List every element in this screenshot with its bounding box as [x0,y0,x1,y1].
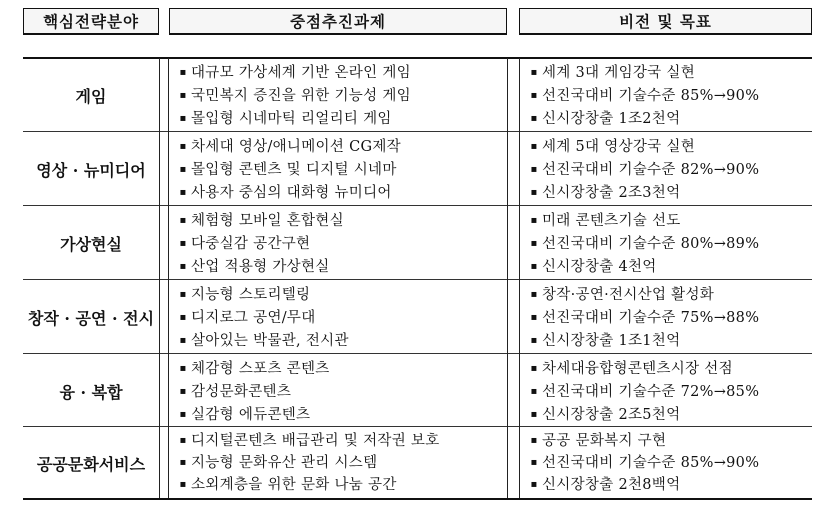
bullet-icon: ▪ [179,186,187,198]
bullet-icon: ▪ [179,385,187,397]
area-label: 영상 · 뉴미디어 [36,161,146,180]
task-list [175,59,505,132]
goal-item: ▪ 신시장창출 1조2천억 [526,109,816,129]
bullet-icon: ▪ [530,163,538,175]
goal-item: ▪ 미래 콘텐츠기술 선도 [526,211,816,231]
goal-item: ▪ 선진국대비 기술수준 85%→90% [526,453,816,473]
goal-item: ▪ 창작·공연·전시산업 활성화 [526,285,816,305]
area-label: 공공문화서비스 [36,454,146,474]
bullet-icon: ▪ [530,66,538,78]
table-bottom-rule [23,498,812,500]
task-item: ▪ 다중실감 공간구현 [175,234,505,254]
bullet-icon: ▪ [530,435,538,446]
bullet-icon: ▪ [179,89,187,101]
bullet-icon: ▪ [530,385,538,397]
task-item: ▪ 체험형 모바일 혼합현실 [175,211,505,231]
bullet-icon: ▪ [179,163,187,175]
header-vision-goals: 비전 및 목표 [519,8,812,35]
goal-item: ▪ 신시장창출 2천8백억 [526,475,816,495]
area-label: 융 · 복합 [59,383,123,402]
task-list [175,133,505,206]
task-item: ▪ 산업 적용형 가상현실 [175,257,505,277]
bullet-icon: ▪ [179,457,187,468]
bullet-icon: ▪ [179,334,187,346]
bullet-icon: ▪ [530,311,538,323]
bullet-icon: ▪ [179,408,187,420]
goal-item: ▪ 선진국대비 기술수준 72%→85% [526,382,816,402]
header-core-strategy-area: 핵심전략분야 [23,8,159,35]
table-row-game [23,59,812,132]
bullet-icon: ▪ [530,214,538,226]
goal-list [526,428,816,498]
goal-item: ▪ 공공 문화복지 구현 [526,431,816,451]
goal-list [526,133,816,206]
task-item: ▪ 대규모 가상세계 기반 온라인 게임 [175,63,505,83]
bullet-icon: ▪ [179,435,187,446]
goal-item: ▪ 신시장창출 2조5천억 [526,405,816,425]
table-row-public-culture-service [23,428,812,498]
task-item: ▪ 차세대 영상/애니메이션 CG제작 [175,137,505,157]
bullet-icon: ▪ [179,66,187,78]
task-item: ▪ 디지로그 공연/무대 [175,308,505,328]
task-list [175,355,505,428]
task-item: ▪ 지능형 문화유산 관리 시스템 [175,453,505,473]
task-list [175,281,505,354]
table-row-virtual-reality [23,207,812,280]
task-item: ▪ 감성문화콘텐츠 [175,382,505,402]
task-item: ▪ 국민복지 증진을 위한 기능성 게임 [175,86,505,106]
bullet-icon: ▪ [179,237,187,249]
bullet-icon: ▪ [530,457,538,468]
bullet-icon: ▪ [179,112,187,124]
goal-item: ▪ 신시장창출 4천억 [526,257,816,277]
table-row-creation-performance-exhibition [23,281,812,354]
area-label: 창작 · 공연 · 전시 [27,309,155,328]
bullet-icon: ▪ [179,140,187,152]
bullet-icon: ▪ [530,112,538,124]
bullet-icon: ▪ [530,89,538,101]
goal-list [526,355,816,428]
bullet-icon: ▪ [179,260,187,272]
goal-item: ▪ 선진국대비 기술수준 75%→88% [526,308,816,328]
task-item: ▪ 체감형 스포츠 콘텐츠 [175,359,505,379]
goal-item: ▪ 세계 5대 영상강국 실현 [526,137,816,157]
task-item: ▪ 지능형 스토리텔링 [175,285,505,305]
task-list [175,207,505,280]
bullet-icon: ▪ [179,288,187,300]
goal-item: ▪ 선진국대비 기술수준 82%→90% [526,160,816,180]
goal-item: ▪ 신시장창출 1조1천억 [526,331,816,351]
bullet-icon: ▪ [530,362,538,374]
bullet-icon: ▪ [179,214,187,226]
task-item: ▪ 살아있는 박물관, 전시관 [175,331,505,351]
table-row-convergence [23,355,812,428]
task-item: ▪ 몰입형 콘텐츠 및 디지털 시네마 [175,160,505,180]
task-list [175,428,505,498]
bullet-icon: ▪ [179,362,187,374]
table-row-video-newmedia [23,133,812,206]
bullet-icon: ▪ [530,288,538,300]
bullet-icon: ▪ [530,479,538,490]
bullet-icon: ▪ [530,140,538,152]
goal-item: ▪ 세계 3대 게임강국 실현 [526,63,816,83]
bullet-icon: ▪ [179,479,187,490]
goal-item: ▪ 선진국대비 기술수준 85%→90% [526,86,816,106]
area-label: 게임 [75,87,107,106]
goal-list [526,207,816,280]
goal-item: ▪ 신시장창출 2조3천억 [526,183,816,203]
bullet-icon: ▪ [530,237,538,249]
task-item: ▪ 디지털콘텐츠 배급관리 및 저작권 보호 [175,431,505,451]
task-item: ▪ 실감형 에듀콘텐츠 [175,405,505,425]
task-item: ▪ 사용자 중심의 대화형 뉴미디어 [175,183,505,203]
task-item: ▪ 몰입형 시네마틱 리얼리티 게임 [175,109,505,129]
header-key-tasks: 중점추진과제 [169,8,507,35]
task-item: ▪ 소외계층을 위한 문화 나눔 공간 [175,475,505,495]
area-label: 가상현실 [60,235,122,254]
goal-item: ▪ 차세대융합형콘텐츠시장 선점 [526,359,816,379]
bullet-icon: ▪ [530,408,538,420]
bullet-icon: ▪ [530,334,538,346]
goal-item: ▪ 선진국대비 기술수준 80%→89% [526,234,816,254]
bullet-icon: ▪ [530,260,538,272]
bullet-icon: ▪ [179,311,187,323]
bullet-icon: ▪ [530,186,538,198]
goal-list [526,59,816,132]
goal-list [526,281,816,354]
